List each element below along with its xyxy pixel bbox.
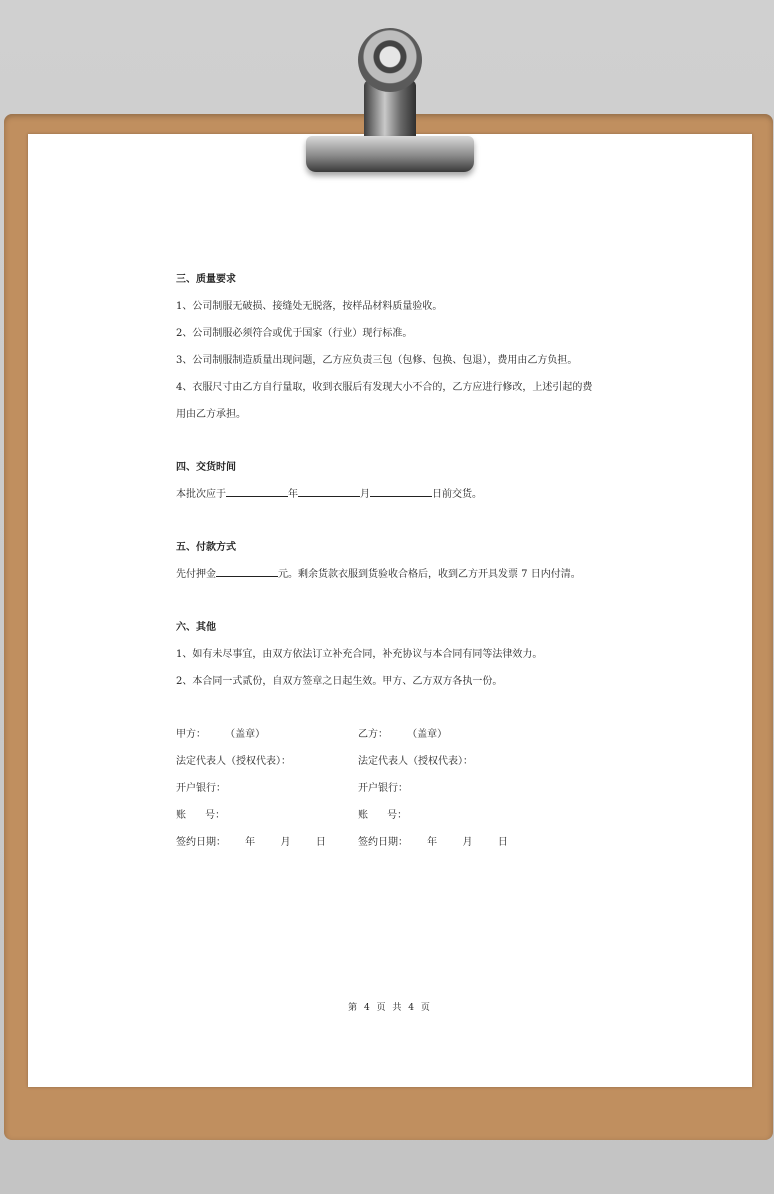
year-label: 年: [288, 489, 298, 500]
signature-row-3: [176, 775, 736, 802]
day-blank: [370, 482, 432, 497]
deposit-blank: [216, 562, 278, 577]
month-label: 月: [360, 489, 370, 500]
party-a-representative: 法定代表人（授权代表）：: [176, 756, 291, 767]
section-6-item-1: 1、如有未尽事宜，由双方依法订立补充合同，补充协议与本合同有同等法律效力。: [176, 649, 543, 660]
year-blank: [226, 482, 288, 497]
delivery-prefix: 本批次应于: [176, 489, 226, 500]
payment-prefix: 先付押金: [176, 569, 216, 580]
page-number: 第 4 页 共 4 页: [348, 1003, 432, 1013]
signature-row-5: [176, 829, 736, 856]
section-5-heading: 五、付款方式: [176, 542, 236, 553]
section-3-item-1: 1、公司制服无破损、接缝处无脱落，按样品材料质量验收。: [176, 301, 443, 312]
section-3-item-4-cont: 用由乙方承担。: [176, 409, 246, 420]
party-b-representative: 法定代表人（授权代表）：: [358, 756, 473, 767]
payment-line: [176, 561, 736, 588]
section-6-heading: 六、其他: [176, 622, 216, 633]
delivery-date-line: [176, 481, 736, 508]
section-3-item-3: 3、公司制服制造质量出现问题，乙方应负责三包（包修、包换、包退），费用由乙方负担。: [176, 355, 578, 366]
party-a-date: 签约日期： 年 月 日: [176, 837, 326, 848]
section-6-item-2: 2、本合同一式贰份，自双方签章之日起生效。甲方、乙方双方各执一份。: [176, 676, 503, 687]
party-a-bank: 开户银行：: [176, 783, 226, 794]
contract-page: [28, 134, 752, 1087]
section-3-heading: 三、质量要求: [176, 274, 236, 285]
section-4-heading: 四、交货时间: [176, 462, 236, 473]
delivery-suffix: 日前交货。: [432, 489, 482, 500]
binder-clip: [300, 28, 480, 178]
party-a-account: 账 号：: [176, 810, 226, 821]
clipboard: [4, 114, 773, 1140]
payment-suffix: 元。剩余货款衣服到货验收合格后，收到乙方开具发票 7 日内付清。: [278, 569, 581, 580]
party-b-date: 签约日期： 年 月 日: [358, 837, 508, 848]
party-a-seal: 甲方： （盖章）: [176, 729, 266, 740]
contract-content: [176, 266, 736, 856]
party-b-seal: 乙方： （盖章）: [358, 729, 448, 740]
signature-row-2: [176, 748, 736, 775]
party-b-account: 账 号：: [358, 810, 408, 821]
month-blank: [298, 482, 360, 497]
party-b-bank: 开户银行：: [358, 783, 408, 794]
signature-row-1: [176, 721, 736, 748]
clip-ring: [358, 28, 422, 92]
section-3-item-2: 2、公司制服必须符合或优于国家（行业）现行标准。: [176, 328, 413, 339]
section-3-item-4: 4、衣服尺寸由乙方自行量取，收到衣服后有发现大小不合的，乙方应进行修改，上述引起的费: [176, 382, 593, 393]
clip-base: [306, 136, 474, 172]
signature-row-4: [176, 802, 736, 829]
